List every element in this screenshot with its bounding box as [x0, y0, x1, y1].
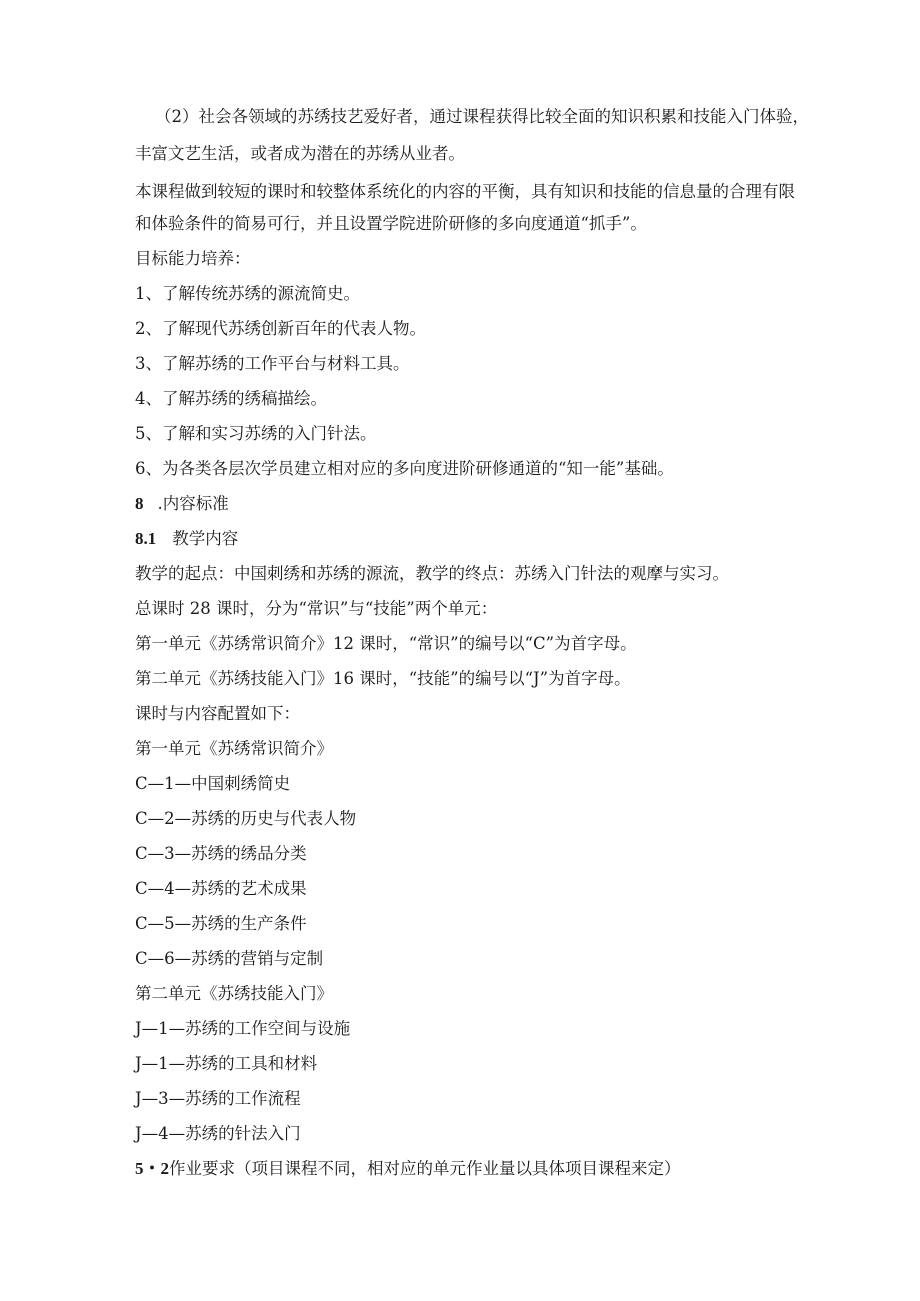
section-5-2-number: 5・2 — [135, 1159, 169, 1178]
balance-paragraph-line2: 和体验条件的简易可行，并且设置学院进阶研修的多向度通道“抓手”。 — [135, 214, 647, 233]
unit2-title: 第二单元《苏绣技能入门》 — [135, 984, 333, 1003]
content-line: 第二单元《苏绣技能入门》16 课时，“技能”的编号以“J”为首字母。 — [135, 669, 631, 688]
section-8-heading — [135, 493, 229, 515]
unit1-item: C—2—苏绣的历史与代表人物 — [135, 809, 357, 828]
balance-paragraph-line1: 本课程做到较短的课时和较整体系统化的内容的平衡，具有知识和技能的信息量的合理有限 — [135, 182, 795, 201]
unit2-item: J—1—苏绣的工具和材料 — [135, 1054, 318, 1073]
unit1-item: C—6—苏绣的营销与定制 — [135, 949, 324, 968]
unit2-item: J—4—苏绣的针法入门 — [135, 1124, 301, 1143]
content-line: 第一单元《苏绣常识简介》12 课时，“常识”的编号以“C”为首字母。 — [135, 634, 637, 653]
intro-item2-line2: 丰富文艺生活，或者成为潜在的苏绣从业者。 — [135, 144, 465, 163]
goal-item: 1、了解传统苏绣的源流简史。 — [135, 284, 360, 303]
goal-item: 2、了解现代苏绣创新百年的代表人物。 — [135, 319, 426, 338]
unit1-title: 第一单元《苏绣常识简介》 — [135, 739, 333, 758]
goals-heading: 目标能力培养： — [135, 249, 251, 268]
section-8-1-title: 教学内容 — [172, 529, 239, 548]
unit1-item: C—5—苏绣的生产条件 — [135, 914, 307, 933]
goal-item: 3、了解苏绣的工作平台与材料工具。 — [135, 354, 410, 373]
goal-item: 4、了解苏绣的绣稿描绘。 — [135, 389, 327, 408]
section-5-2-heading — [135, 1158, 681, 1180]
content-line: 课时与内容配置如下： — [135, 704, 300, 723]
section-8-1-number: 8.1 — [135, 529, 157, 548]
unit2-item: J—3—苏绣的工作流程 — [135, 1089, 301, 1108]
goal-item: 5、了解和实习苏绣的入门针法。 — [135, 424, 377, 443]
section-8-number: 8 — [135, 494, 144, 513]
content-line: 教学的起点：中国刺绣和苏绣的源流，教学的终点：苏绣入门针法的观摩与实习。 — [135, 564, 729, 583]
goal-item: 6、为各类各层次学员建立相对应的多向度进阶研修通道的“知一能”基础。 — [135, 459, 674, 478]
unit1-item: C—3—苏绣的绣品分类 — [135, 844, 307, 863]
unit2-item: J—1—苏绣的工作空间与设施 — [135, 1019, 351, 1038]
intro-item2-line1: （2）社会各领域的苏绣技艺爱好者，通过课程获得比较全面的知识积累和技能入门体验， — [155, 107, 809, 126]
section-8-title: .内容标准 — [157, 494, 229, 513]
unit1-item: C—1—中国刺绣简史 — [135, 774, 291, 793]
unit1-item: C—4—苏绣的艺术成果 — [135, 879, 307, 898]
section-5-2-title: 作业要求（项目课程不同，相对应的单元作业量以具体项目课程来定） — [169, 1159, 681, 1178]
content-line: 总课时 28 课时，分为“常识”与“技能”两个单元： — [135, 599, 498, 618]
section-8-1-heading — [135, 528, 238, 550]
